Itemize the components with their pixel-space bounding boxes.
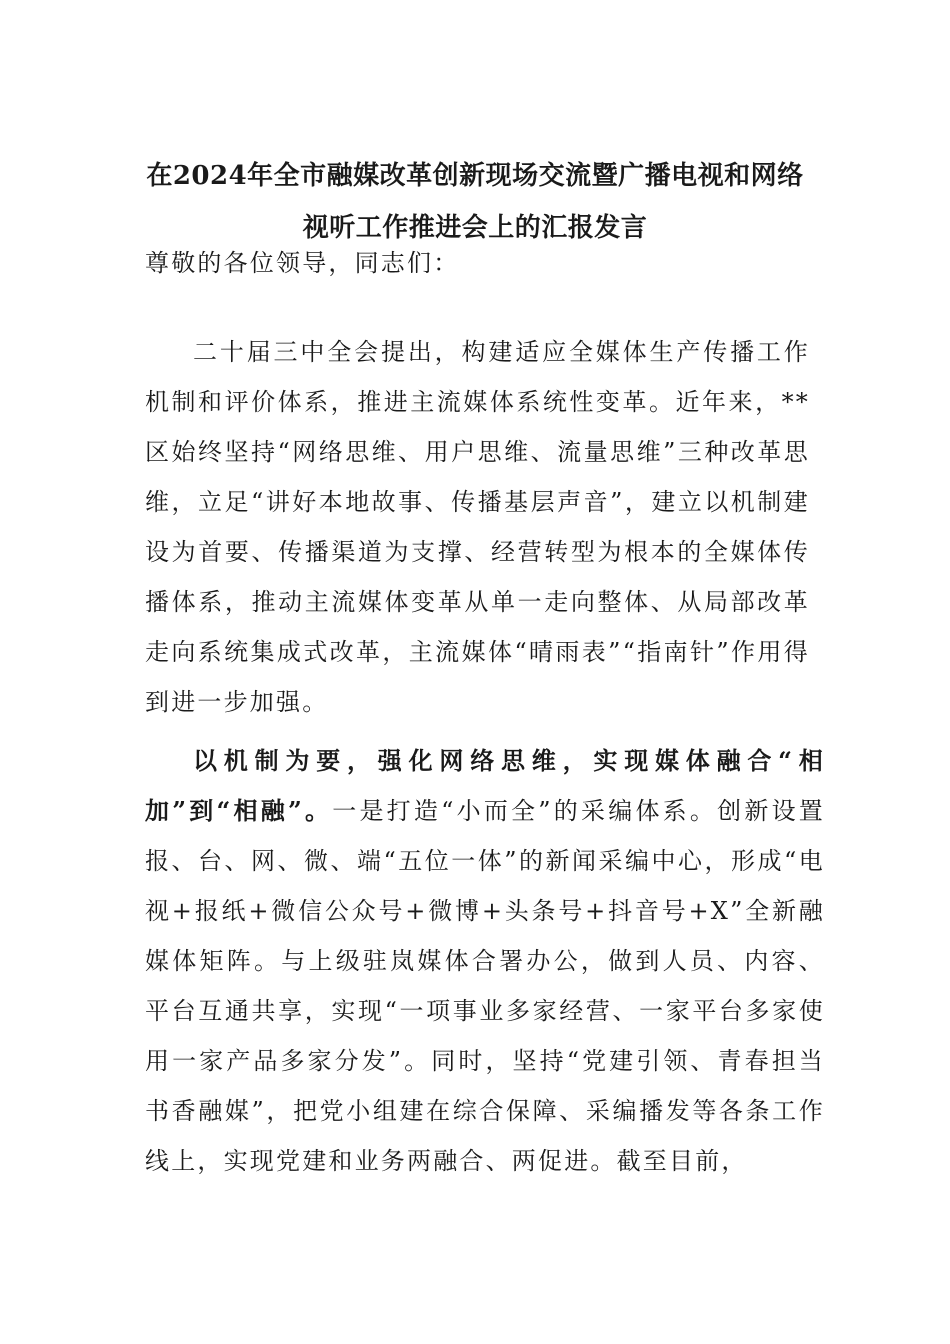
- greeting-line: 尊敬的各位领导，同志们：: [145, 249, 460, 277]
- paragraph-body: 一是打造“小而全”的采编体系。创新设置报、台、网、微、端“五位一体”的新闻采编中心，形成“电视+报纸+微信公众号+微博+头条号+抖音号+X”全新融媒体矩阵。与上级驻岚媒体合署办公，做到人员、内容、平台互通共享，实现“一项事业多家经营、一家平台多家使用一家产品多家分发”。同时，坚持“党建引领、青春担当书香融媒”，把党小组建在综合保障、采编播发等各条工作线上，实现党建和业务两融合、两促进。截至目前，: [145, 797, 826, 1175]
- paragraph-mechanism: [145, 736, 825, 1186]
- document-title: 在2024年全市融媒改革创新现场交流暨广播电视和网络视听工作推进会上的汇报发言: [146, 161, 804, 243]
- paragraph-intro: 二十届三中全会提出，构建适应全媒体生产传播工作机制和评价体系，推进主流媒体系统性变革。近年来，**区始终坚持“网络思维、用户思维、流量思维”三种改革思维，立足“讲好本地故事、传播基层声音”，建立以机制建设为首要、传播渠道为支撑、经营转型为根本的全媒体传播体系，推动主流媒体变革从单一走向整体、从局部改革走向系统集成式改革，主流媒体“晴雨表”“指南针”作用得到进一步加强。: [145, 338, 810, 716]
- paragraph-heading: 以机制为要，强化网络思维，实现媒体融合“相加”到“相融”。: [145, 746, 825, 825]
